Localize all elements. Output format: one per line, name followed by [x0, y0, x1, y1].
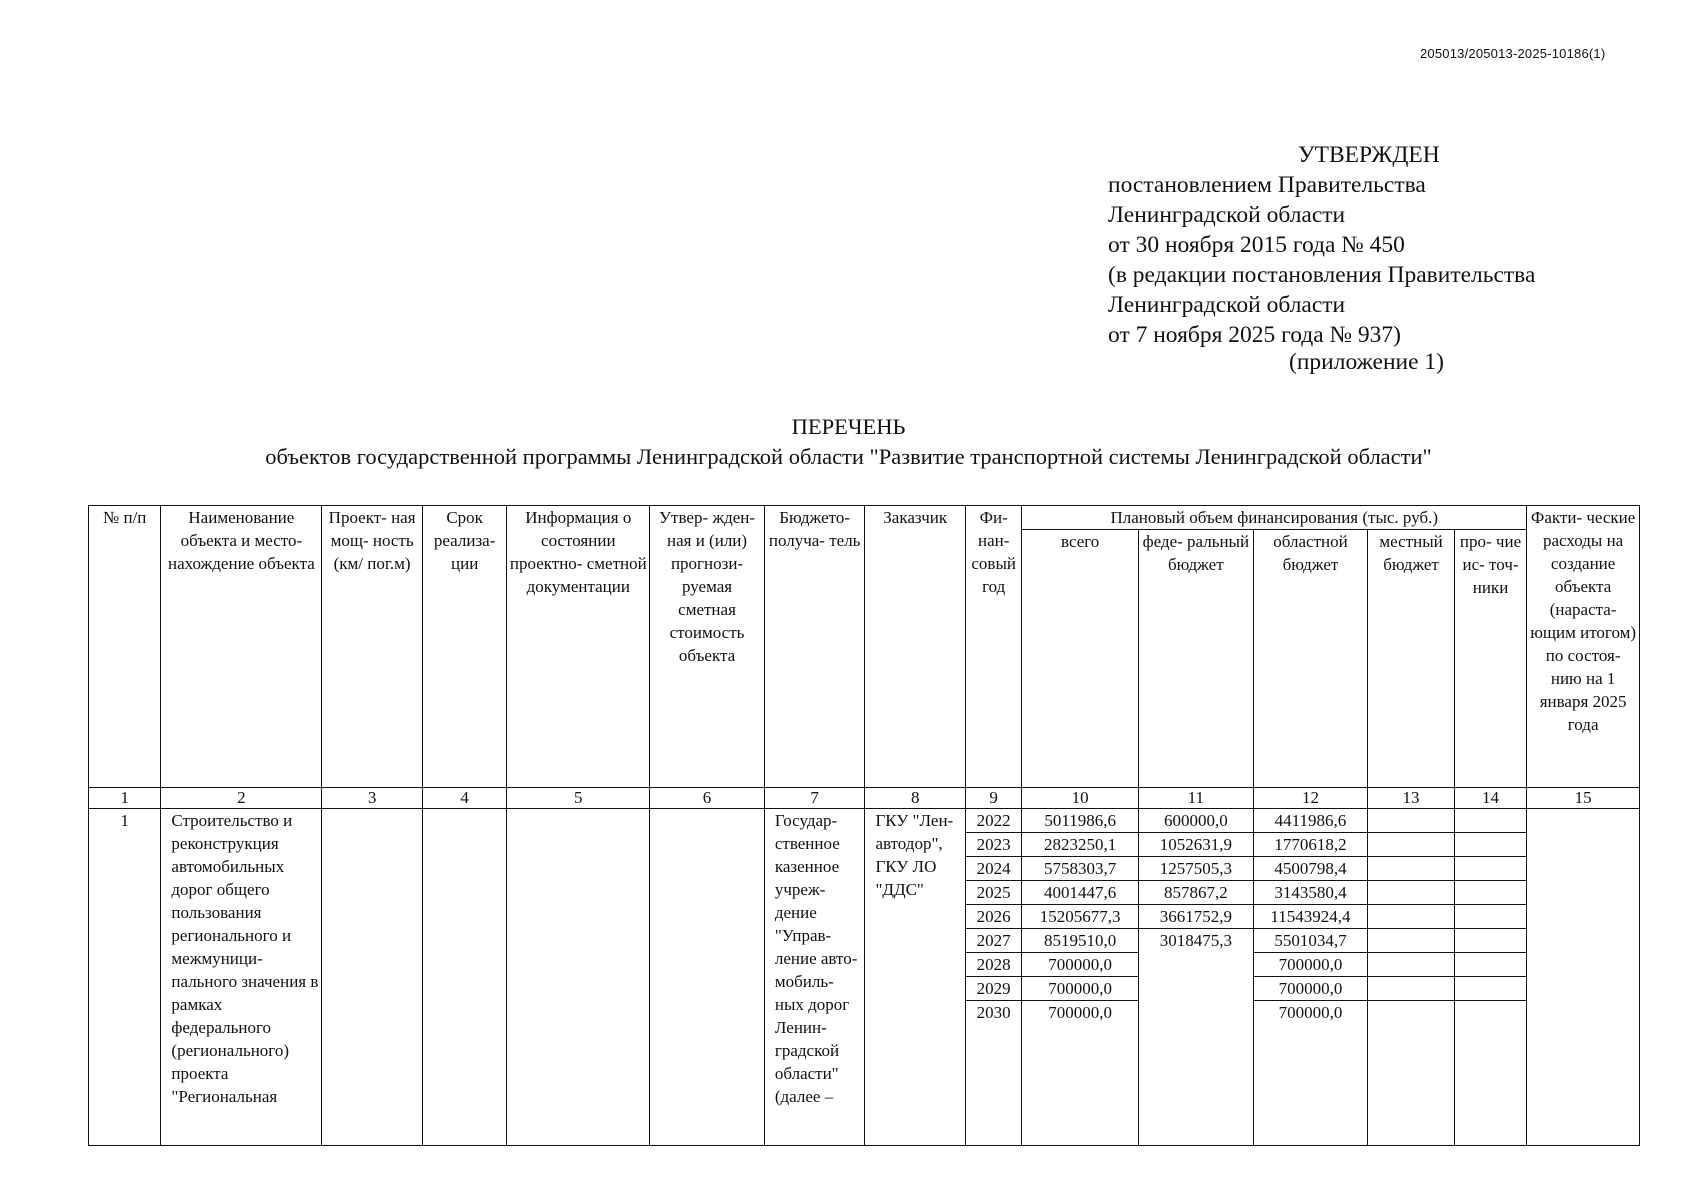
- header-customer: Заказчик: [865, 506, 966, 788]
- objects-table: [88, 505, 1640, 1146]
- column-number: 9: [966, 788, 1022, 809]
- federal-cell: 3661752,9: [1139, 905, 1253, 929]
- column-number: 3: [322, 788, 423, 809]
- year-cell: 2022: [966, 809, 1021, 833]
- year-cell: 2030: [976, 1003, 1011, 1022]
- approval-line: от 30 ноября 2015 года № 450: [1108, 232, 1405, 258]
- approval-line: (в редакции постановления Правительства: [1108, 262, 1536, 288]
- approval-title: УТВЕРЖДЕН: [1298, 142, 1440, 168]
- header-implementation-period: Срок реализа- ции: [422, 506, 506, 788]
- federal-cell: 857867,2: [1139, 881, 1253, 905]
- regional-cell: 3143580,4: [1254, 881, 1368, 905]
- local-cell: [1368, 809, 1453, 833]
- column-number-row: [89, 788, 1640, 809]
- local-cell: [1368, 929, 1453, 953]
- year-cell: 2029: [966, 977, 1021, 1001]
- total-cell: 8519510,0: [1022, 929, 1138, 953]
- header-number: № п/п: [89, 506, 161, 788]
- row-documentation-info: [507, 809, 650, 1146]
- document-heading: [0, 412, 1697, 472]
- total-cell: 2823250,1: [1022, 833, 1138, 857]
- column-number: 11: [1139, 788, 1254, 809]
- header-local-budget: местный бюджет: [1368, 530, 1454, 788]
- row-years-column: [966, 809, 1022, 1146]
- column-number: 14: [1454, 788, 1526, 809]
- regional-cell: 11543924,4: [1254, 905, 1368, 929]
- local-cell: [1368, 881, 1453, 905]
- local-cell: [1368, 905, 1453, 929]
- header-total: всего: [1022, 530, 1139, 788]
- total-cell: 700000,0: [1022, 953, 1138, 977]
- row-budget-recipient: Государ- ственное казенное учреж- дение "Управ- ление авто- мобиль- ных дорог Ленин- градской области" (далее –: [764, 809, 865, 1146]
- column-number: 5: [507, 788, 650, 809]
- year-cell: 2025: [966, 881, 1021, 905]
- row-other-column: [1454, 809, 1526, 1146]
- year-cell: 2028: [966, 953, 1021, 977]
- local-cell: [1368, 977, 1453, 1001]
- other-cell: [1455, 929, 1526, 953]
- approval-line: Ленинградской области: [1108, 292, 1346, 318]
- table-row: [89, 809, 1640, 1146]
- row-implementation-period: [422, 809, 506, 1146]
- heading-subtitle: объектов государственной программы Ленинградской области "Развитие транспортной системы Ленинградской области": [265, 444, 1432, 469]
- header-funding-group: Плановый объем финансирования (тыс. руб.): [1022, 506, 1527, 530]
- header-actual-expenses: Факти- ческие расходы на создание объекта (нараста- ющим итогом) по состоя- нию на 1 января 2025 года: [1527, 506, 1640, 788]
- federal-cell: 3018475,3: [1159, 931, 1232, 950]
- row-regional-column: [1253, 809, 1368, 1146]
- appendix-label: (приложение 1): [1289, 349, 1445, 375]
- header-design-capacity: Проект- ная мощ- ность (км/ пог.м): [322, 506, 423, 788]
- total-cell: 15205677,3: [1022, 905, 1138, 929]
- other-cell: [1455, 977, 1526, 1001]
- column-number: 7: [764, 788, 865, 809]
- header-budget-recipient: Бюджето- получа- тель: [764, 506, 865, 788]
- row-estimated-cost: [650, 809, 765, 1146]
- column-number: 10: [1022, 788, 1139, 809]
- total-cell: 5758303,7: [1022, 857, 1138, 881]
- column-number: 12: [1253, 788, 1368, 809]
- column-number: 13: [1368, 788, 1454, 809]
- header-financial-year: Фи- нан- совый год: [966, 506, 1022, 788]
- year-cell: 2024: [966, 857, 1021, 881]
- approval-line: от 7 ноября 2025 года № 937): [1108, 322, 1401, 348]
- column-number: 2: [161, 788, 322, 809]
- year-cell: 2023: [966, 833, 1021, 857]
- local-cell: [1368, 953, 1453, 977]
- other-cell: [1455, 905, 1526, 929]
- row-design-capacity: [322, 809, 423, 1146]
- other-cell: [1455, 833, 1526, 857]
- heading-title: ПЕРЕЧЕНЬ: [791, 414, 906, 439]
- header-federal-budget: феде- ральный бюджет: [1139, 530, 1254, 788]
- header-estimated-cost: Утвер- жден- ная и (или) прогнози- руемая сметная стоимость объекта: [650, 506, 765, 788]
- year-cell: 2026: [966, 905, 1021, 929]
- row-total-column: [1022, 809, 1139, 1146]
- regional-cell: 700000,0: [1278, 1003, 1343, 1022]
- local-cell: [1368, 833, 1453, 857]
- approval-block: [1108, 140, 1668, 374]
- total-cell: 700000,0: [1048, 1003, 1113, 1022]
- column-number: 1: [89, 788, 161, 809]
- row-number: 1: [89, 809, 161, 1146]
- federal-cell: 1052631,9: [1139, 833, 1253, 857]
- objects-table-wrapper: [88, 505, 1640, 1146]
- other-cell: [1455, 881, 1526, 905]
- header-documentation-info: Информация о состоянии проектно- сметной документации: [507, 506, 650, 788]
- other-cell: [1455, 953, 1526, 977]
- regional-cell: 700000,0: [1254, 953, 1368, 977]
- column-number: 6: [650, 788, 765, 809]
- row-customer: ГКУ "Лен- автодор", ГКУ ЛО "ДДС": [865, 809, 966, 1146]
- row-federal-column: [1139, 809, 1254, 1146]
- regional-cell: 4411986,6: [1254, 809, 1368, 833]
- approval-line: постановлением Правительства: [1108, 172, 1426, 198]
- regional-cell: 1770618,2: [1254, 833, 1368, 857]
- header-object-name: Наименование объекта и место- нахождение объекта: [161, 506, 322, 788]
- federal-cell: 600000,0: [1139, 809, 1253, 833]
- row-local-column: [1368, 809, 1454, 1146]
- row-actual-expenses: [1527, 809, 1640, 1146]
- regional-cell: 4500798,4: [1254, 857, 1368, 881]
- total-cell: 4001447,6: [1022, 881, 1138, 905]
- total-cell: 700000,0: [1022, 977, 1138, 1001]
- federal-cell: 1257505,3: [1139, 857, 1253, 881]
- document-registration-number: 205013/205013-2025-10186(1): [1420, 46, 1606, 61]
- total-cell: 5011986,6: [1022, 809, 1138, 833]
- other-cell: [1455, 809, 1526, 833]
- header-regional-budget: областной бюджет: [1253, 530, 1368, 788]
- approval-line: Ленинградской области: [1108, 202, 1346, 228]
- header-other-sources: про- чие ис- точ- ники: [1454, 530, 1526, 788]
- other-cell: [1455, 857, 1526, 881]
- year-cell: 2027: [966, 929, 1021, 953]
- column-number: 4: [422, 788, 506, 809]
- local-cell: [1368, 1001, 1453, 1025]
- local-cell: [1368, 857, 1453, 881]
- column-number: 15: [1527, 788, 1640, 809]
- regional-cell: 700000,0: [1254, 977, 1368, 1001]
- column-number: 8: [865, 788, 966, 809]
- regional-cell: 5501034,7: [1254, 929, 1368, 953]
- other-cell: [1455, 1001, 1526, 1025]
- row-object-name: Строительство и реконструкция автомобильных дорог общего пользования регионального и межмуници- пального значения в рамках федерального (регионального) проекта "Региональная: [161, 809, 322, 1146]
